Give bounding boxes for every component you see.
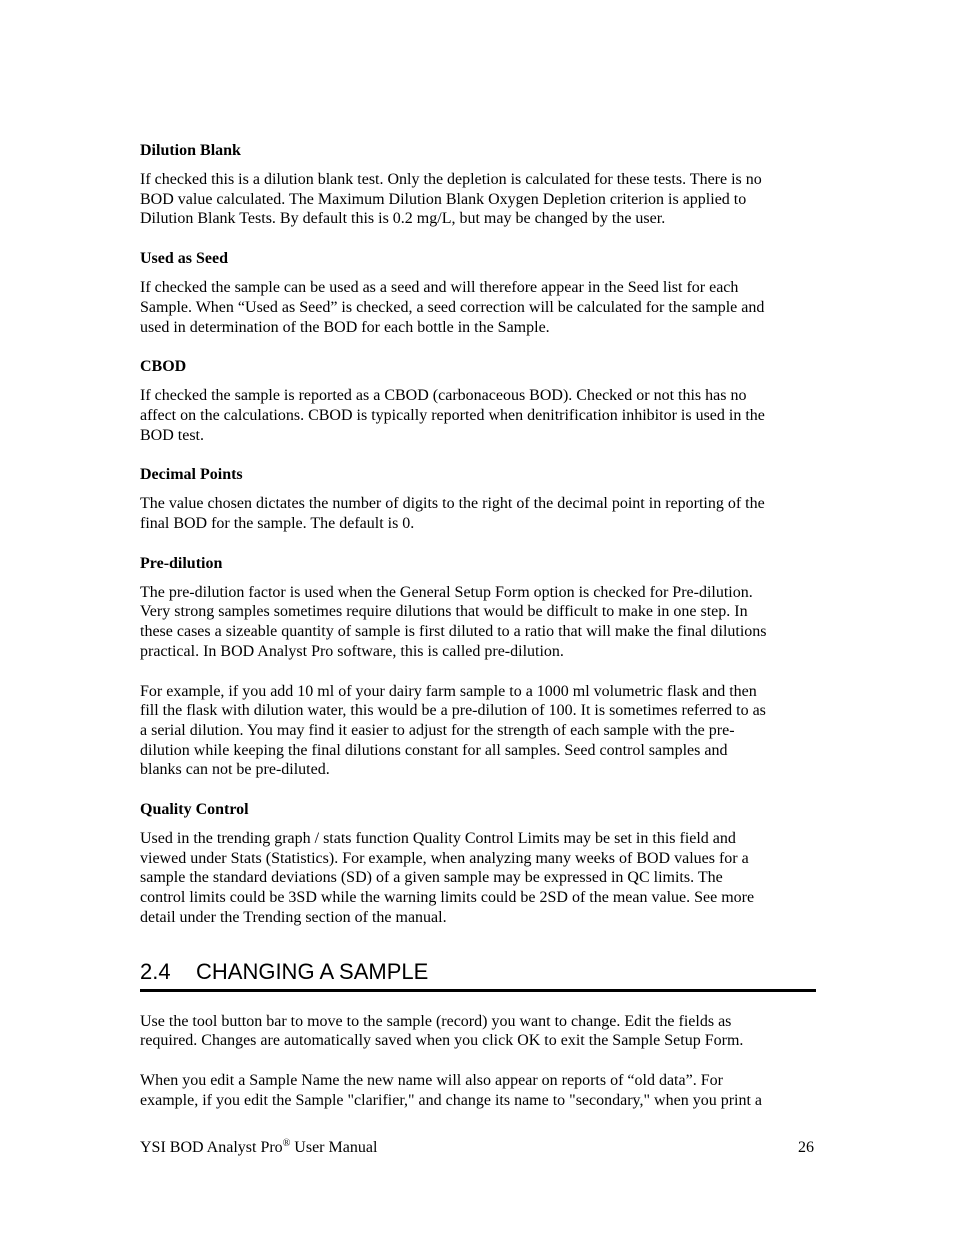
section-heading: Decimal Points <box>140 466 243 484</box>
footer-title-rest: User Manual <box>290 1139 378 1156</box>
text-line: blanks can not be pre-diluted. <box>140 761 330 779</box>
text-line: For example, if you add 10 ml of your dairy farm sample to a 1000 ml volumetric flask and then <box>140 682 757 700</box>
text-line: BOD value calculated. The Maximum Dilution Blank Oxygen Depletion criterion is applied to <box>140 190 747 208</box>
page-number: 26 <box>798 1139 814 1156</box>
section <box>140 141 816 229</box>
section <box>140 249 816 337</box>
text-line: these cases a sizeable quantity of sample is first diluted to a ratio that will make the final dilutions <box>140 623 767 641</box>
text-line: sample the standard deviations (SD) of a given sample may be expressed in QC limits. The <box>140 869 723 887</box>
text-line: affect on the calculations. CBOD is typically reported when denitrification inhibitor is used in the <box>140 406 765 424</box>
footer-title-main: YSI BOD Analyst Pro <box>140 1139 283 1156</box>
text-line: a serial dilution. You may find it easier to adjust for the strength of each sample with the pre- <box>140 721 735 739</box>
text-line: The value chosen dictates the number of digits to the right of the decimal point in reporting of the <box>140 495 765 513</box>
text-line: detail under the Trending section of the manual. <box>140 908 447 926</box>
text-line: control limits could be 3SD while the warning limits could be 2SD of the mean value. See more <box>140 889 755 907</box>
section-heading: CBOD <box>140 358 187 376</box>
chapter-title: CHANGING A SAMPLE <box>196 958 429 984</box>
paragraph <box>140 829 816 928</box>
text-line: required. Changes are automatically saved when you click OK to exit the Sample Setup Form. <box>140 1032 744 1050</box>
text-line: If checked the sample is reported as a CBOD (carbonaceous BOD). Checked or not this has no <box>140 387 747 405</box>
page-body <box>140 141 816 1130</box>
section-heading: Used as Seed <box>140 250 229 268</box>
text-line: The pre-dilution factor is used when the General Setup Form option is checked for Pre-dilution. <box>140 583 753 601</box>
section-heading: Dilution Blank <box>140 142 241 159</box>
text-line: BOD test. <box>140 426 204 444</box>
paragraph <box>140 494 816 533</box>
text-line: Sample. When “Used as Seed” is checked, a seed correction will be calculated for the sample and <box>140 298 765 316</box>
text-line: Use the tool button bar to move to the sample (record) you want to change. Edit the fields as <box>140 1012 732 1030</box>
paragraph <box>140 386 816 445</box>
section <box>140 465 816 533</box>
paragraph <box>140 682 816 781</box>
text-line: practical. In BOD Analyst Pro software, this is called pre-dilution. <box>140 642 564 660</box>
footer-title <box>140 1138 377 1158</box>
sections <box>140 141 816 928</box>
chapter-heading <box>140 959 816 992</box>
text-line: example, if you edit the Sample "clarifier," and change its name to "secondary," when you print a <box>140 1091 763 1109</box>
text-line: fill the flask with dilution water, this would be a pre-dilution of 100. It is sometimes referred to as <box>140 702 766 720</box>
text-line: If checked this is a dilution blank test. Only the depletion is calculated for these tests. There is no <box>140 171 762 188</box>
paragraph <box>140 1071 816 1110</box>
text-line: dilution while keeping the final dilutions constant for all samples. Seed control samples and <box>140 741 728 759</box>
page-footer <box>140 1138 814 1158</box>
text-line: Used in the trending graph / stats function Quality Control Limits may be set in this field and <box>140 830 736 848</box>
paragraph <box>140 583 816 662</box>
text-line: final BOD for the sample. The default is 0. <box>140 515 415 533</box>
chapter-body <box>140 1012 816 1111</box>
section-heading: Quality Control <box>140 801 249 819</box>
text-line: viewed under Stats (Statistics). For example, when analyzing many weeks of BOD values for a <box>140 849 749 867</box>
section <box>140 554 816 780</box>
paragraph <box>140 278 816 337</box>
paragraph <box>140 170 816 229</box>
paragraph <box>140 1012 816 1051</box>
text-line: When you edit a Sample Name the new name will also appear on reports of “old data”. For <box>140 1071 723 1089</box>
chapter-number: 2.4 <box>140 958 171 984</box>
text-line: Very strong samples sometimes require dilutions that would be difficult to make in one step. In <box>140 603 748 621</box>
section <box>140 800 816 928</box>
text-line: Dilution Blank Tests. By default this is 0.2 mg/L, but may be changed by the user. <box>140 210 666 228</box>
section-heading: Pre-dilution <box>140 554 223 572</box>
text-line: If checked the sample can be used as a seed and will therefore appear in the Seed list for each <box>140 279 739 297</box>
text-line: used in determination of the BOD for each bottle in the Sample. <box>140 318 550 336</box>
section <box>140 357 816 445</box>
registered-mark: ® <box>282 1138 291 1149</box>
